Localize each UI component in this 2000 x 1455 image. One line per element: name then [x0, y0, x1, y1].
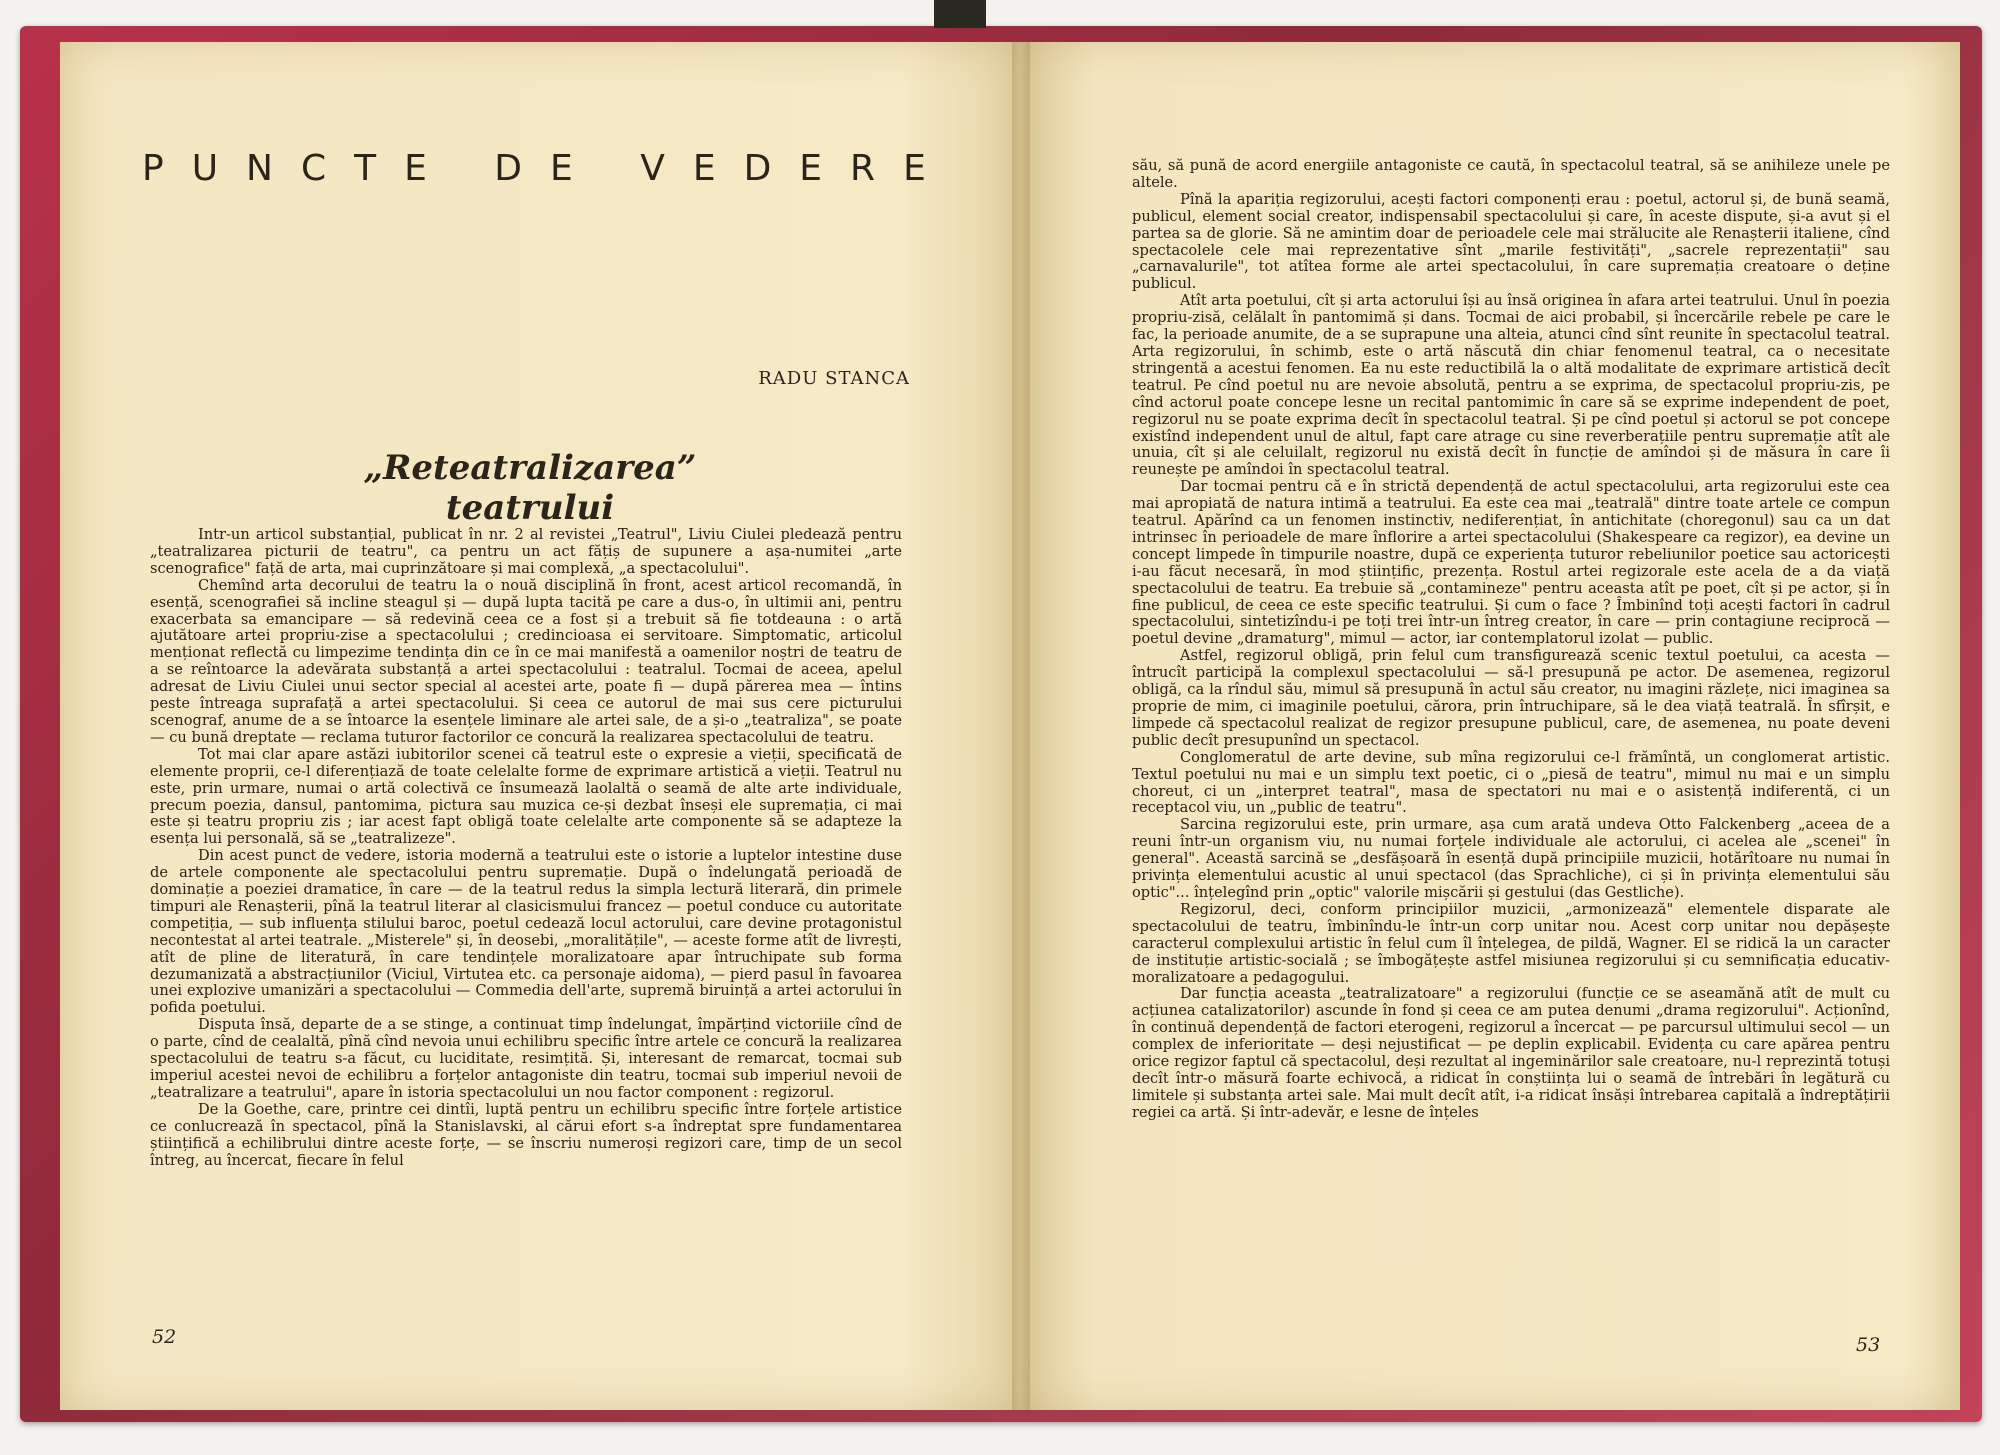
paragraph: De la Goethe, care, printre cei dintîi, luptă pentru un echilibru specific între forțele artistice ce conlucrează în spectacol, pînă la Stanislavski, al cărui efort s-a îndreptat spre fundamentarea științifică a echilibrului dintre aceste forțe, — se înscriu numeroși regizori care, timp de un secol întreg, au încercat, fiecare în felul: [150, 1100, 902, 1169]
paragraph: Conglomeratul de arte devine, sub mîna regizorului ce-l frămîntă, un conglomerat artistic. Textul poetului nu mai e un simplu text poetic, ci o „piesă de teatru", mimul nu mai e un simplu choreut, ci un „interpret teatral", masa de spectatori nu mai e o asistență indiferentă, ci un receptacol viu, un „public de teatru".: [1132, 748, 1890, 817]
book-spine: [1012, 42, 1030, 1410]
paragraph: său, să pună de acord energiile antagoniste ce caută, în spectacolul teatral, să se anihileze unele pe altele.: [1132, 157, 1890, 191]
bookmark-tab: [934, 0, 986, 28]
paragraph: Astfel, regizorul obligă, prin felul cum transfigurează scenic textul poetului, ca acesta — întrucît participă la complexul spectacolului — să-l presupună pe actor. De asemenea, regizorul obligă, ca la rîndul său, mimul să presupună în actul său creator, nu imagini răzlețe, nici imaginea sa proprie de mim, ci imaginile poetului, cărora, prin întruchipare, să le dea viață teatrală. În sfîrșit, e limpede că spectacolul realizat de regizor presupune publicul, care, de asemenea, nu poate deveni public decît presupunînd un spectacol.: [1132, 647, 1890, 749]
right-text-column: [1132, 158, 1890, 1122]
page-number-right: 53: [1856, 1334, 1881, 1356]
paragraph: Dar tocmai pentru că e în strictă dependență de actul spectacolului, arta regizorului este cea mai apropiată de natura intimă a teatrului. Ea este cea mai „teatrală" dintre toate artele ce compun teatrul. Apărînd ca un fenomen instinctiv, nediferențiat, în antichitate (choregonul) sau ca un dat intrinsec în perioadele de mare înflorire a artei spectacolului (Shakespeare ca regizor), ea devine un concept limpede în timpurile noastre, după ce experiența tuturor rebeliunilor poetice sau actoricești i-au făcut necesară, în mod științific, prezența. Rostul artei regizorale este acela de a da viață spectacolului de teatru. Ea trebuie să „contamineze" pentru aceasta atît pe poet, cît și pe actor, și în fine publicul, de ceea ce este specific teatrului. Și cum o face ? Îmbinînd toți acești factori în cadrul spectacolului, sintetizîndu-i pe toți trei într-un întreg creator, în care — prin contagiune reciprocă — poetul devine „dramaturg", mimul — actor, iar contemplatorul izolat — public.: [1132, 478, 1890, 648]
paragraph: Sarcina regizorului este, prin urmare, așa cum arată undeva Otto Falckenberg „aceea de a reuni într-un organism viu, nu numai forțele individuale ale actorului, ci acelea ale „scenei" în general". Această sarcină se „desfășoară în esență după principiile muzicii, hotărîtoare nu numai în privința elementului acustic al unui spectacol (das Sprachliche), ci și în privința elementului său optic"... înțelegînd prin „optic" valorile mișcării și gestului (das Gestliche).: [1132, 816, 1890, 901]
paragraph: Pînă la apariția regizorului, acești factori componenți erau : poetul, actorul și, de bună seamă, publicul, element social creator, indispensabil spectacolului și care, în aceste dispute, și-a avut și el partea sa de glorie. Să ne amintim doar de perioadele cele mai strălucite ale Renașterii italiene, cînd spectacolele cele mai reprezentative sînt „marile festivități", „sacrele reprezentații" sau „carnavalurile", tot atîtea forme ale artei spectacolului, în care supremația creatoare o deține publicul.: [1132, 190, 1890, 293]
paragraph: Intr-un articol substanțial, publicat în nr. 2 al revistei „Teatrul", Liviu Ciulei pledează pentru „teatralizarea picturii de teatru", ca pentru un act fățiș de supunere a așa-numitei „arte scenografice" față de arta, mai cuprinzătoare și mai complexă, „a spectacolului".: [150, 526, 902, 577]
paragraph: Din acest punct de vedere, istoria modernă a teatrului este o istorie a luptelor intestine duse de artele componente ale spectacolului pentru supremație. După o îndelungată perioadă de dominație a poeziei dramatice, în care — de la teatrul redus la simpla lectură literară, din primele timpuri ale Renașterii, pînă la teatrul literar al clasicismului francez — poetul conduce cu autoritate competiția, — sub influența stilului baroc, poetul cedează locul actorului, care devine protagonistul necontestat al artei teatrale. „Misterele" și, în deosebi, „moralitățile", — aceste forme atît de livrești, atît de pline de literatură, în care tendințele moralizatoare apar întruchipate sub forma dezumanizată a abstracțiunilor (Viciul, Virtutea etc. ca personaje aidoma), — pierd pasul în favoarea unei explozive umanizări a spectacolului — Commedia dell'arte, supremă biruință a artei actorului în pofida poetului.: [150, 847, 902, 1017]
paragraph: Atît arta poetului, cît și arta actorului își au însă originea în afara artei teatrului. Unul în poezia propriu-zisă, celălalt în pantomimă și dans. Tocmai de aici probabil, și încercările rebele pe care le fac, la perioade anumite, de a se suprapune una alteia, atunci cînd sînt reunite în spectacolul teatral. Arta regizorului, în schimb, este o artă născută din chiar fenomenul teatral, ca o necesitate stringentă a acestui fenomen. Ea nu este reductibilă la o altă modalitate de exprimare artistică decît teatrul. Pe cînd poetul nu are nevoie absolută, pentru a se exprima, de spectacolul propriu-zis, pe cînd actorul poate concepe lesne un recital pantomimic în care să se exprime independent de poet, regizorul nu se poate exprima decît în spectacolul teatral. Și pe cînd poetul și actorul se pot concepe existînd independent unul de altul, fapt care atrage cu sine reverberațiile pentru supremație atît ale unuia, cît și ale celuilalt, regizorul nu există decît în funcție de amîndoi și de măsura în care îi reunește pe amîndoi în spectacolul teatral.: [1132, 292, 1890, 479]
paragraph: Chemînd arta decorului de teatru la o nouă disciplină în front, acest articol recomandă, în esență, scenografiei să incline steagul și — după lupta tacită pe care a dus-o, în ultimii ani, pentru exacerbata sa emancipare — să redevină ceea ce a fost și a trebuit să fie totdeauna : o artă ajutătoare artei propriu-zise a spectacolului ; credincioasa ei servitoare. Simptomatic, articolul menționat reflectă cu limpezime tendința din ce în ce mai manifestă a oamenilor noștri de teatru de a se reîntoarce la adevărata substanță a artei spectacolului : teatralul. Tocmai de aceea, apelul adresat de Liviu Ciulei unui sector special al acestei arte, poate fi — după părerea mea — întins peste întreaga suprafață a artei spectacolului. Și ceea ce autorul de mai sus cere picturului scenograf, anume de a se întoarce la esențele liminare ale artei sale, de a și-o „teatraliza", se poate — cu bună dreptate — reclama tuturor factorilor ce concură la realizarea spectacolului de teatru.: [150, 576, 902, 746]
paragraph: Disputa însă, departe de a se stinge, a continuat timp îndelungat, împărțind victoriile cînd de o parte, cînd de cealaltă, pînă cînd nevoia unui echilibru specific între artele ce concură la realizarea spectacolului de teatru s-a făcut, cu luciditate, resimțită. Și, interesant de remarcat, tocmai sub imperiul acestei nevoi de echilibru a forțelor antagoniste din teatru, tocmai sub imperiul nevoii de „teatralizare a teatrului", apare în istoria spectacolului un nou factor component : regizorul.: [150, 1016, 902, 1101]
left-text-column: [150, 527, 902, 1169]
section-title: PUNCTE DE VEDERE: [142, 148, 954, 189]
article-title: „Reteatralizarea” teatrului: [363, 448, 697, 528]
page-number-left: 52: [152, 1326, 177, 1348]
paragraph: Tot mai clar apare astăzi iubitorilor scenei că teatrul este o expresie a vieții, specificată de elemente proprii, ce-l diferențiază de toate celelalte forme de exprimare artistică a vieții. Teatrul nu este, prin urmare, numai o artă colectivă ce însumează laolaltă o seamă de alte arte individuale, precum poezia, dansul, pantomima, pictura sau muzica ce-și dezbat înseși ele supremația, ci mai este și teatru propriu zis ; iar acest fapt obligă toate celelalte arte componente să se adapteze la esența lui personală, să se „teatralizeze".: [150, 745, 902, 848]
paragraph: Dar funcția aceasta „teatralizatoare" a regizorului (funcție ce se aseamănă atît de mult cu acțiunea catalizatorilor) ascunde în fond și ceea ce am putea denumi „drama regizorului". Acționînd, în continuă dependență de factori eterogeni, regizorul a încercat — pe parcursul ultimului secol — un complex de inferioritate — deși nejustificat — pe deplin explicabil. Evidența cu care apărea pentru orice regizor faptul că spectacolul, deși rezultat al ingeminărilor sale creatoare, nu-l reprezintă totuși decît într-o măsură foarte echivocă, a ridicat în conștiința lui o seamă de întrebări în legătură cu limitele și substanța artei sale. Mai mult decît atît, i-a ridicat însăși întrebarea capitală a îndreptățirii regiei ca artă. Și într-adevăr, e lesne de înțeles: [1132, 985, 1890, 1121]
paragraph: Regizorul, deci, conform principiilor muzicii, „armonizează" elementele disparate ale spectacolului de teatru, îmbinîndu-le într-un corp unitar nou. Acest corp unitar nou depășește caracterul complexului artistic în felul cum îl înțelegea, de pildă, Wagner. El se ridică la un caracter de instituție artistic-socială ; se îmbogățește astfel misiunea regizorului și cu semnificația educativ-moralizatoare a pedagogului.: [1132, 900, 1890, 986]
author-name: RADU STANCA: [758, 368, 910, 389]
